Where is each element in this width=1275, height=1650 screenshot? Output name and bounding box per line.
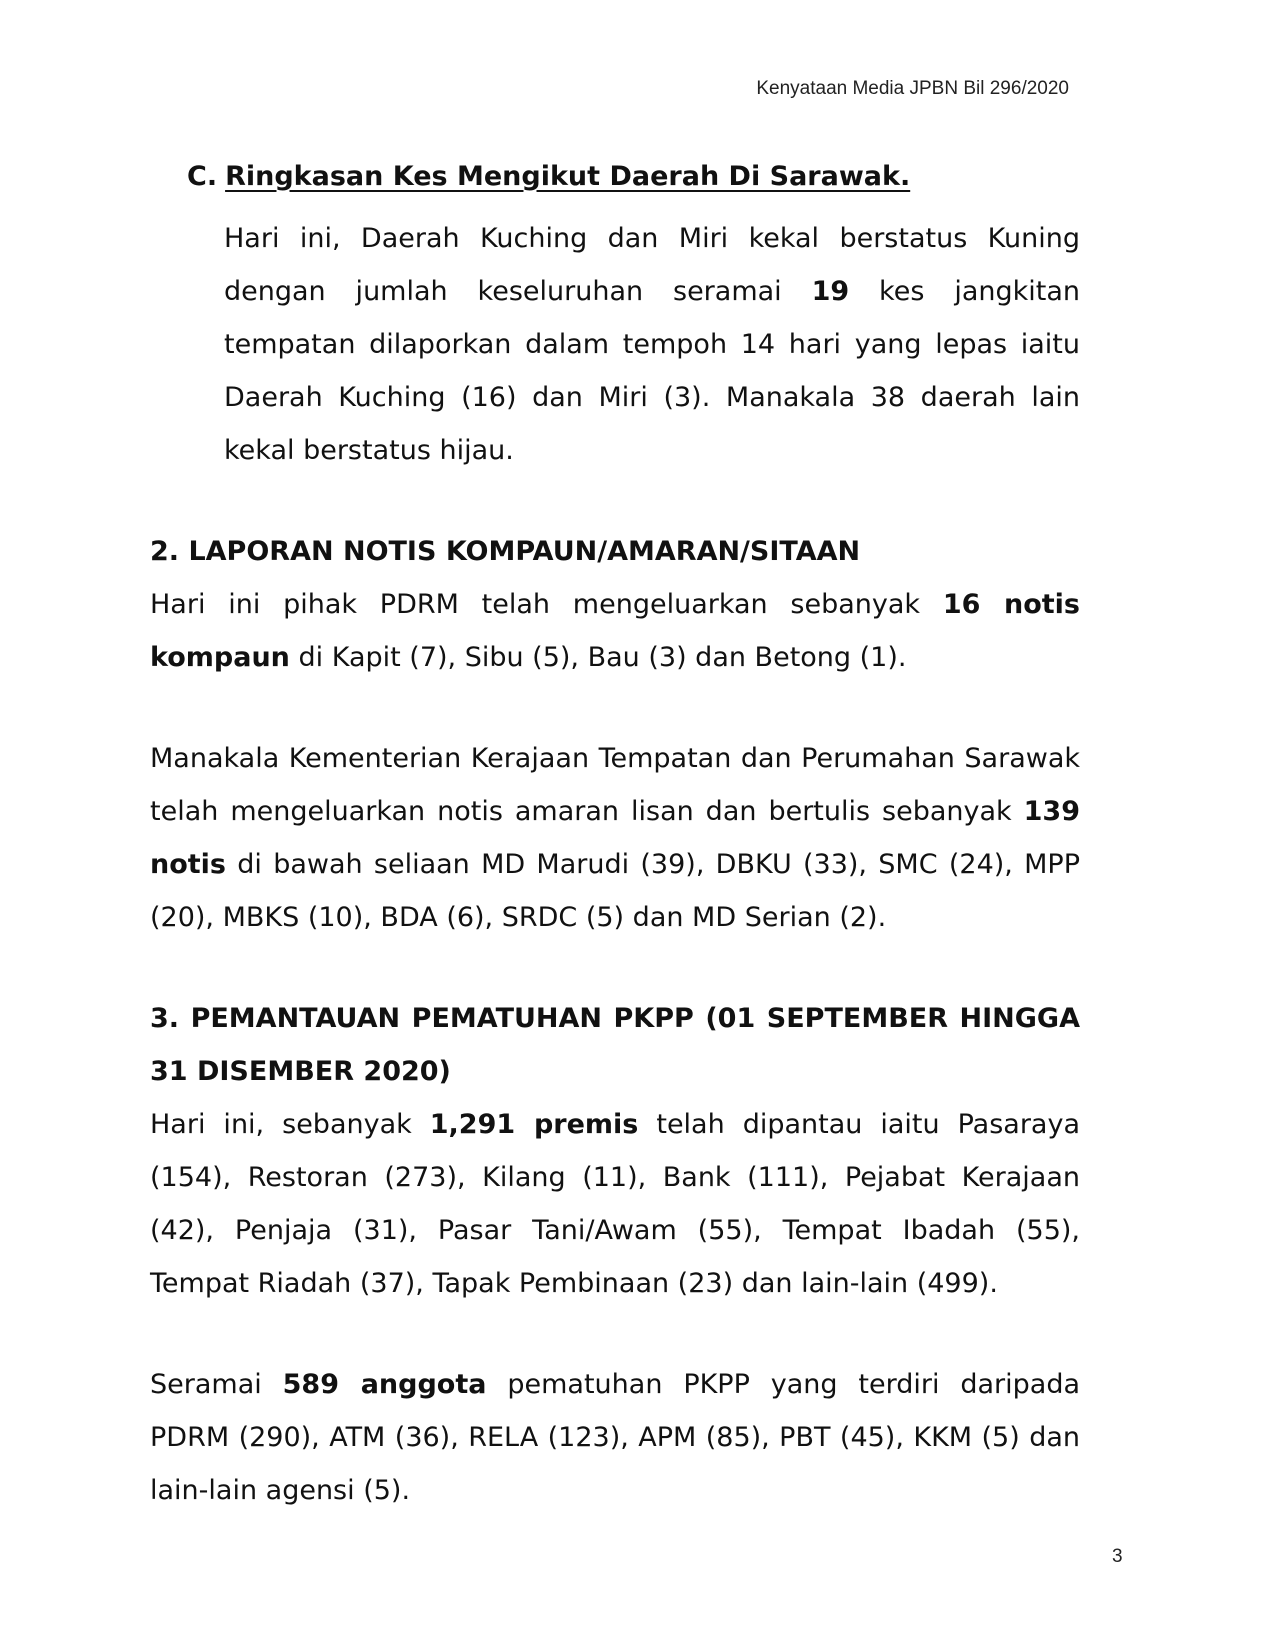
- section-3-paragraph-2: [150, 1358, 1080, 1517]
- bold-figure: 16 notis kompaun: [150, 589, 1080, 673]
- section-c-heading: [187, 150, 1080, 203]
- text-run: Hari ini pihak PDRM telah mengeluarkan sebanyak: [150, 589, 943, 620]
- text-run: telah dipantau iaitu Pasaraya (154), Restoran (273), Kilang (11), Bank (111), Pejabat Kerajaan (42), Penjaja (31), Pasar Tani/Awam (55), Tempat Ibadah (55), Tempat Riadah (37), Tapak Pembinaan (23) dan lain-lain (499).: [150, 1109, 1081, 1299]
- section-c-paragraph: [224, 212, 1080, 477]
- page-header: Kenyataan Media JPBN Bil 296/2020: [756, 78, 1069, 99]
- section-2-heading: 2. LAPORAN NOTIS KOMPAUN/AMARAN/SITAAN: [150, 536, 861, 567]
- text-run: di bawah seliaan MD Marudi (39), DBKU (33), SMC (24), MPP (20), MBKS (10), BDA (6), SRDC (5) dan MD Serian (2).: [150, 849, 1080, 933]
- document-body: [150, 150, 1080, 1517]
- section-c-letter: C.: [187, 161, 218, 192]
- section-3-paragraph-1: [150, 1098, 1080, 1310]
- text-run: Hari ini, Daerah Kuching dan Miri kekal berstatus Kuning dengan jumlah keseluruhan seramai: [224, 223, 1080, 307]
- text-run: di Kapit (7), Sibu (5), Bau (3) dan Betong (1).: [289, 642, 907, 673]
- section-2-paragraph-1: [150, 578, 1080, 684]
- section-2-paragraph-2: [150, 732, 1080, 944]
- text-run: Hari ini, sebanyak: [150, 1109, 430, 1140]
- bold-figure: 1,291 premis: [429, 1109, 639, 1140]
- bold-figure: 19: [811, 276, 850, 307]
- text-run: pematuhan PKPP yang terdiri daripada PDRM (290), ATM (36), RELA (123), APM (85), PBT (45), KKM (5) dan lain-lain agensi (5).: [150, 1369, 1081, 1506]
- bold-figure: 139 notis: [150, 796, 1080, 880]
- page-number: 3: [1112, 1546, 1123, 1567]
- text-run: Seramai: [150, 1369, 283, 1400]
- bold-figure: 589 anggota: [282, 1369, 487, 1400]
- text-run: kes jangkitan tempatan dilaporkan dalam tempoh 14 hari yang lepas iaitu Daerah Kuching (16) dan Miri (3). Manakala 38 daerah lain kekal berstatus hijau.: [224, 276, 1080, 466]
- section-c-title: Ringkasan Kes Mengikut Daerah Di Sarawak.: [225, 161, 911, 192]
- text-run: Manakala Kementerian Kerajaan Tempatan dan Perumahan Sarawak telah mengeluarkan notis amaran lisan dan bertulis sebanyak: [150, 743, 1080, 827]
- section-3-heading: 3. PEMANTAUAN PEMATUHAN PKPP (01 SEPTEMBER HINGGA 31 DISEMBER 2020): [150, 1003, 1080, 1087]
